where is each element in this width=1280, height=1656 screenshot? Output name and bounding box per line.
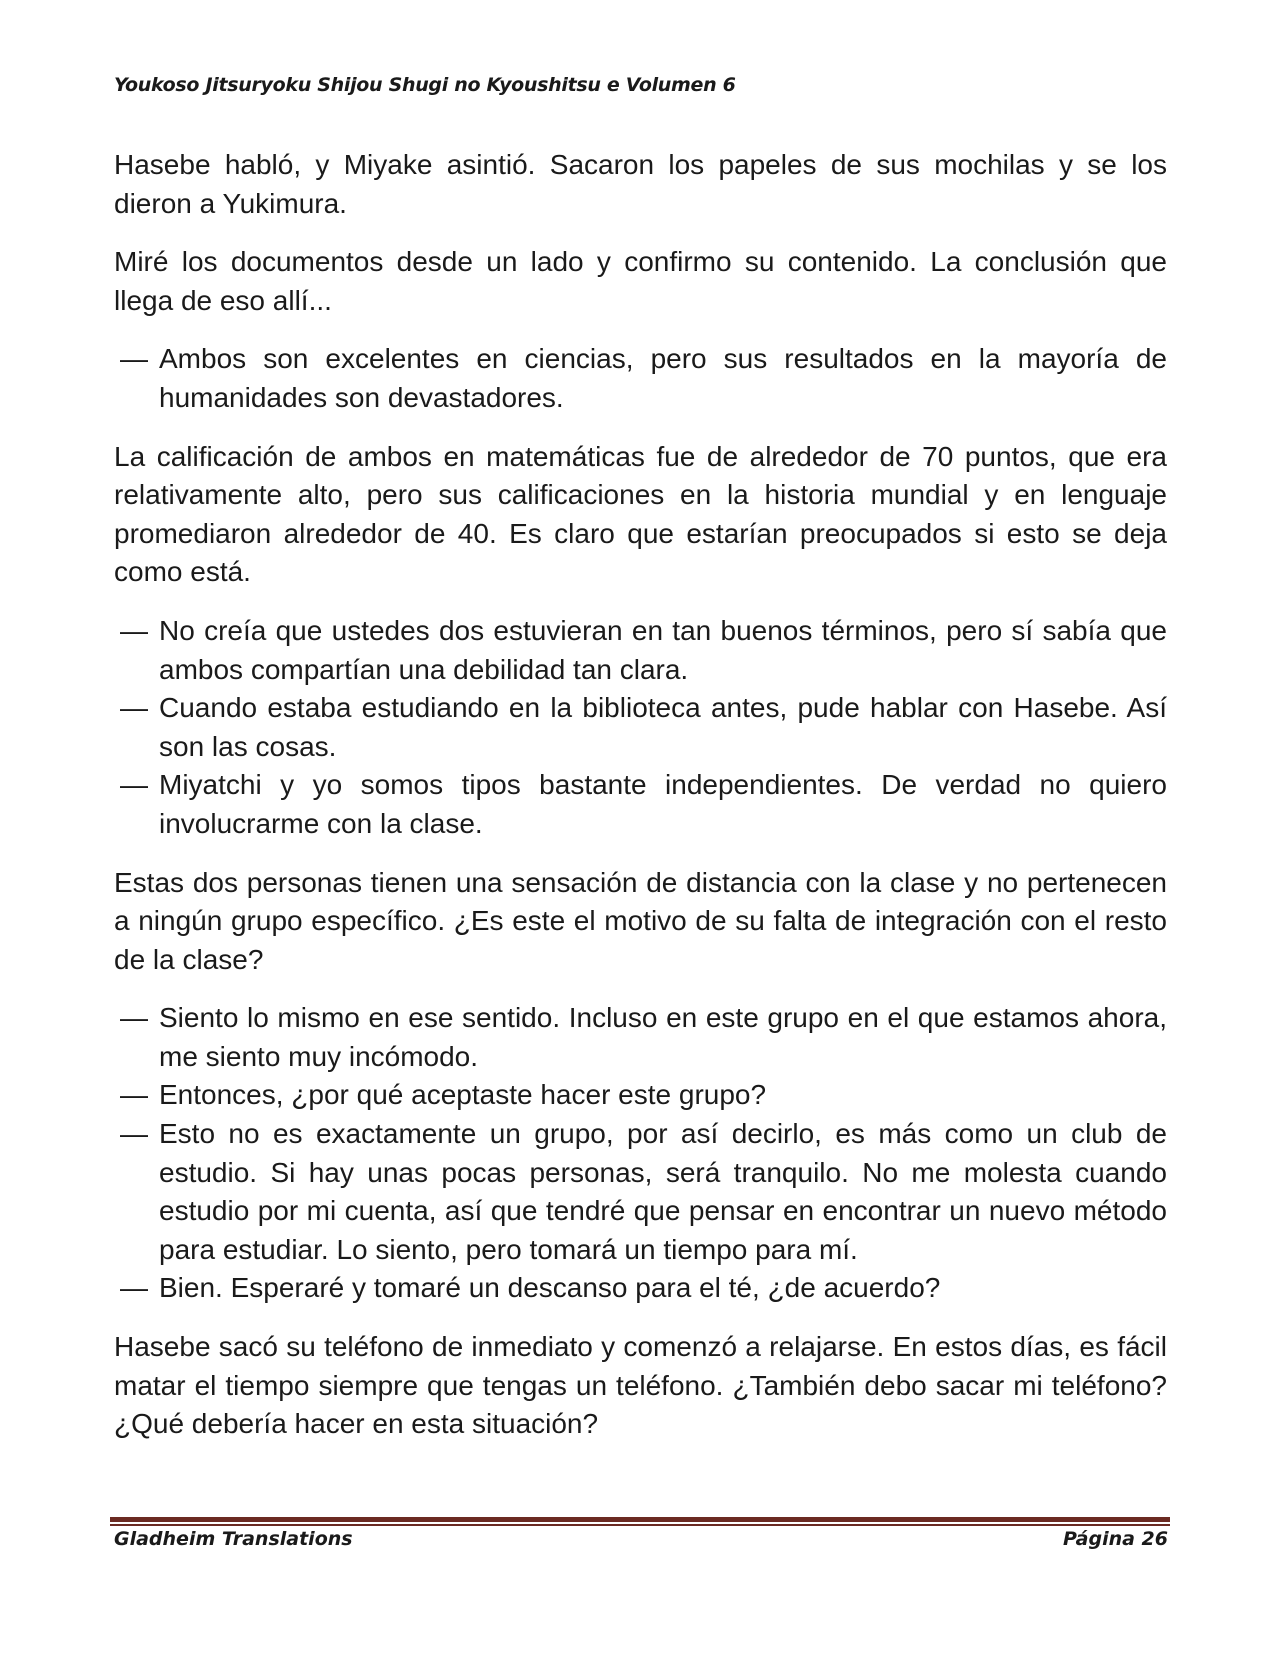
footer-page-number: Página 26 — [1062, 1528, 1168, 1550]
footer-rule-thick — [110, 1517, 1170, 1522]
dialogue-text: Ambos son excelentes en ciencias, pero sus resultados en la mayoría de humanidades son devastadores. — [159, 343, 1167, 413]
dialogue-line — [114, 1269, 1167, 1308]
dialogue-text: Esto no es exactamente un grupo, por así decirlo, es más como un club de estudio. Si hay unas pocas personas, será tranquilo. No me molesta cuando estudio por mi cuenta, así que tendré que pensar en encontrar un nuevo método para estudiar. Lo siento, pero tomará un tiempo para mí. — [159, 1118, 1167, 1265]
paragraph-2: Miré los documentos desde un lado y confirmo su contenido. La conclusión que llega de eso allí... — [114, 246, 1167, 316]
footer-publisher: Gladheim Translations — [114, 1528, 353, 1550]
dialogue-text: Siento lo mismo en ese sentido. Incluso en este grupo en el que estamos ahora, me siento muy incómodo. — [159, 1002, 1167, 1072]
dialogue-line — [114, 689, 1167, 766]
dialogue-dash: — — [120, 1002, 148, 1034]
dialogue-dash: — — [120, 769, 148, 801]
dialogue-line — [114, 1076, 1167, 1115]
dialogue-dash: — — [120, 614, 148, 646]
paragraph-1: Hasebe habló, y Miyake asintió. Sacaron los papeles de sus mochilas y se los dieron a Yukimura. — [114, 149, 1167, 219]
paragraph-3: La calificación de ambos en matemáticas fue de alrededor de 70 puntos, que era relativamente alto, pero sus calificaciones en la historia mundial y en lenguaje promediaron alrededor de 40. Es claro que estarían preocupados si esto se deja como está. — [114, 440, 1167, 588]
footer-rule-thin — [110, 1524, 1170, 1526]
dialogue-text: Entonces, ¿por qué aceptaste hacer este grupo? — [159, 1079, 767, 1111]
running-header-title: Youkoso Jitsuryoku Shijou Shugi no Kyoushitsu e Volumen 6 — [114, 74, 736, 96]
dialogue-text: Miyatchi y yo somos tipos bastante independientes. De verdad no quiero involucrarme con la clase. — [159, 769, 1167, 839]
dialogue-line — [114, 340, 1167, 417]
paragraph-5: Hasebe sacó su teléfono de inmediato y comenzó a relajarse. En estos días, es fácil matar el tiempo siempre que tengas un teléfono. ¿También debo sacar mi teléfono? ¿Qué debería hacer en esta situación? — [114, 1331, 1167, 1440]
dialogue-dash: — — [120, 692, 148, 724]
dialogue-group-3 — [114, 999, 1167, 1308]
dialogue-text: Cuando estaba estudiando en la biblioteca antes, pude hablar con Hasebe. Así son las cosas. — [159, 692, 1167, 762]
dialogue-line — [114, 612, 1167, 689]
dialogue-line — [114, 1115, 1167, 1269]
dialogue-line — [114, 766, 1167, 843]
dialogue-dash: — — [120, 1118, 148, 1150]
dialogue-line — [114, 999, 1167, 1076]
dialogue-dash: — — [120, 1079, 148, 1111]
dialogue-group-1 — [114, 340, 1167, 417]
paragraph-4: Estas dos personas tienen una sensación de distancia con la clase y no pertenecen a ningún grupo específico. ¿Es este el motivo de su falta de integración con el resto de la clase? — [114, 866, 1167, 975]
dialogue-dash: — — [120, 1272, 148, 1304]
dialogue-dash: — — [120, 343, 148, 375]
dialogue-text: No creía que ustedes dos estuvieran en tan buenos términos, pero sí sabía que ambos compartían una debilidad tan clara. — [159, 614, 1167, 685]
dialogue-group-2 — [114, 612, 1167, 844]
body-text — [114, 146, 1167, 1464]
dialogue-text: Bien. Esperaré y tomaré un descanso para el té, ¿de acuerdo? — [159, 1272, 941, 1304]
